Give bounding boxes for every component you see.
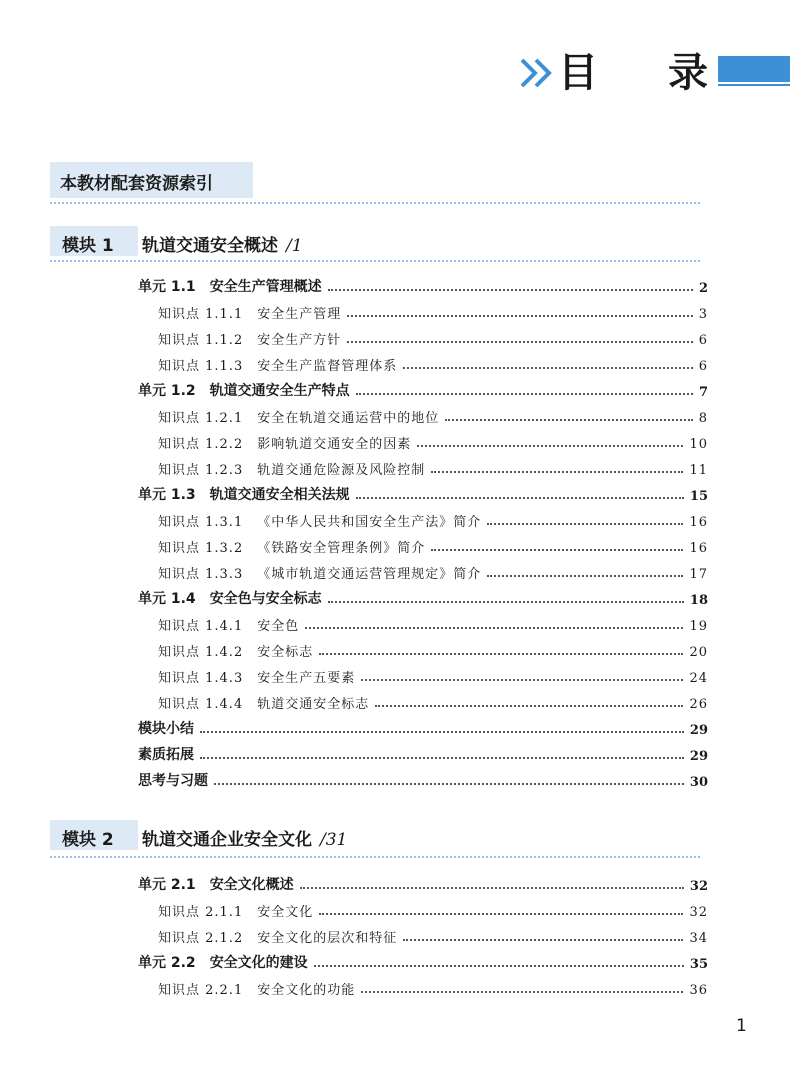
toc-entry-knowledge-point[interactable]: 知识点 2.1.2 安全文化的层次和特征 34 bbox=[158, 931, 708, 946]
toc-entry-knowledge-point[interactable]: 知识点 1.1.1 安全生产管理 3 bbox=[158, 307, 708, 322]
toc-entry-knowledge-point[interactable]: 知识点 1.2.3 轨道交通危险源及风险控制 11 bbox=[158, 463, 708, 478]
toc-entry-knowledge-point[interactable]: 知识点 1.1.3 安全生产监督管理体系 6 bbox=[158, 359, 708, 374]
divider bbox=[50, 260, 700, 262]
toc-entry-unit[interactable]: 单元 1.1 安全生产管理概述 2 bbox=[138, 279, 708, 296]
module-title-text: 轨道交通企业安全文化 bbox=[142, 830, 312, 850]
toc-entry-knowledge-point[interactable]: 知识点 1.3.2 《铁路安全管理条例》简介 16 bbox=[158, 541, 708, 556]
toc-entry-knowledge-point[interactable]: 知识点 1.3.3 《城市轨道交通运营管理规定》简介 17 bbox=[158, 567, 708, 582]
page-title-left: 目 bbox=[558, 49, 598, 96]
module-title bbox=[142, 825, 347, 850]
module-page: /31 bbox=[320, 830, 348, 850]
module-number: 模块 1 bbox=[62, 236, 114, 256]
page-number: 1 bbox=[736, 1016, 747, 1036]
title-accent-bar bbox=[718, 56, 790, 82]
divider bbox=[50, 202, 700, 204]
toc-entry-knowledge-point[interactable]: 知识点 1.4.1 安全色 19 bbox=[158, 619, 708, 634]
toc-entry-knowledge-point[interactable]: 知识点 2.1.1 安全文化 32 bbox=[158, 905, 708, 920]
toc-entry-knowledge-point[interactable]: 知识点 1.2.2 影响轨道交通安全的因素 10 bbox=[158, 437, 708, 452]
toc-entry-unit[interactable]: 单元 1.2 轨道交通安全生产特点 7 bbox=[138, 383, 708, 400]
divider bbox=[50, 856, 700, 858]
resource-index-link[interactable]: 本教材配套资源索引 bbox=[60, 174, 213, 194]
toc-entry-knowledge-point[interactable]: 知识点 1.4.4 轨道交通安全标志 26 bbox=[158, 697, 708, 712]
page-title-right: 录 bbox=[668, 49, 708, 96]
double-chevron-icon bbox=[518, 56, 562, 90]
toc-entry-knowledge-point[interactable]: 知识点 1.3.1 《中华人民共和国安全生产法》简介 16 bbox=[158, 515, 708, 530]
toc-entry-summary[interactable]: 模块小结 29 bbox=[138, 721, 708, 738]
toc-entry-knowledge-point[interactable]: 知识点 2.2.1 安全文化的功能 36 bbox=[158, 983, 708, 998]
toc-entry-unit[interactable]: 单元 2.2 安全文化的建设 35 bbox=[138, 955, 708, 972]
toc-entry-knowledge-point[interactable]: 知识点 1.4.2 安全标志 20 bbox=[158, 645, 708, 660]
toc-entry-extension[interactable]: 素质拓展 29 bbox=[138, 747, 708, 764]
toc-entry-exercises[interactable]: 思考与习题 30 bbox=[138, 773, 708, 790]
toc-entry-knowledge-point[interactable]: 知识点 1.2.1 安全在轨道交通运营中的地位 8 bbox=[158, 411, 708, 426]
module-page: /1 bbox=[286, 236, 303, 256]
toc-entry-unit[interactable]: 单元 1.3 轨道交通安全相关法规 15 bbox=[138, 487, 708, 504]
toc-entry-unit[interactable]: 单元 2.1 安全文化概述 32 bbox=[138, 877, 708, 894]
toc-entry-knowledge-point[interactable]: 知识点 1.4.3 安全生产五要素 24 bbox=[158, 671, 708, 686]
module-number: 模块 2 bbox=[62, 830, 114, 850]
module-title-text: 轨道交通安全概述 bbox=[142, 236, 278, 256]
title-accent-line bbox=[718, 84, 790, 86]
toc-entry-unit[interactable]: 单元 1.4 安全色与安全标志 18 bbox=[138, 591, 708, 608]
toc-entry-knowledge-point[interactable]: 知识点 1.1.2 安全生产方针 6 bbox=[158, 333, 708, 348]
module-title bbox=[142, 231, 303, 256]
